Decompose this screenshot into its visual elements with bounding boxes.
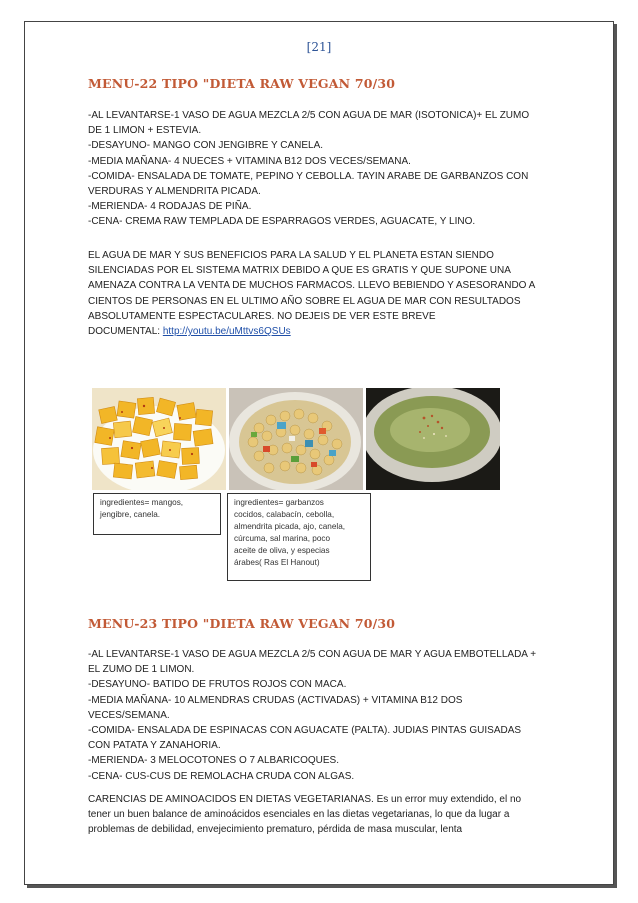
documental-line [88,324,548,339]
garbanzos-photo [229,388,363,490]
caption-line: cúrcuma, sal marina, poco [234,534,331,543]
menu-22-line: -COMIDA- ENSALADA DE TOMATE, PEPINO Y CEBOLLA. TAYIN ARABE DE GARBANZOS CON [88,170,529,182]
carencias-paragraph [88,792,558,838]
menu-23-line: -COMIDA- ENSALADA DE ESPINACAS CON AGUACATE (PALTA). JUDIAS PINTAS GUISADAS [88,725,522,737]
menu-22-line: -MEDIA MAÑANA- 4 NUECES + VITAMINA B12 DOS VECES/SEMANA. [88,155,411,167]
menu-23-line: -MERIENDA- 3 MELOCOTONES O 7 ALBARICOQUES. [88,755,339,767]
menu-23-body [88,647,548,784]
caption-line: ingredientes= mangos, [100,498,184,507]
carencias-line: tener un buen balance de aminoácidos esenciales en las dietas vegetarianas, lo que da lugar a [88,809,510,821]
menu-23-line: VECES/SEMANA. [88,709,170,721]
menu-22-line: VERDURAS Y ALMENDRITA PICADA. [88,186,261,198]
menu-22-heading: MENU-22 TIPO "DIETA RAW VEGAN 70/30 [88,76,396,91]
mango-photo [92,388,226,490]
caption-line: ingredientes= garbanzos [234,498,324,507]
caption-line: jengibre, canela. [100,510,161,519]
menu-23-line: EL ZUMO DE 1 LIMON. [88,664,195,676]
youtube-link[interactable]: http://youtu.be/uMttvs6QSUs [162,326,291,338]
agua-line: CIENTOS DE PERSONAS EN EL ULTIMO AÑO SOBRE EL AGUA DE MAR CON RESULTADOS [88,295,521,307]
caption-line: aceite de oliva, y especias [234,546,330,555]
menu-23-line: -CENA- CUS-CUS DE REMOLACHA CRUDA CON ALGAS. [88,770,355,782]
menu-22-line: DE 1 LIMON + ESTEVIA. [88,125,202,137]
menu-22-line: -CENA- CREMA RAW TEMPLADA DE ESPARRAGOS VERDES, AGUACATE, Y LINO. [88,216,476,228]
agua-de-mar-paragraph [88,248,548,339]
carencias-line: problemas de debilidad, envejecimiento prematuro, pérdida de masa muscular, lenta [88,824,463,836]
menu-22-line: -DESAYUNO- MANGO CON JENGIBRE Y CANELA. [88,140,324,152]
menu-23-heading: MENU-23 TIPO "DIETA RAW VEGAN 70/30 [88,616,396,631]
menu-23-line: -MEDIA MAÑANA- 10 ALMENDRAS CRUDAS (ACTIVADAS) + VITAMINA B12 DOS [88,694,463,706]
caption-line: árabes( Ras El Hanout) [234,558,320,567]
agua-line: AMENAZA CONTRA LA VENTA DE MUCHOS FARMACOS. LLEVO BEBIENDO Y ASESORANDO A [88,280,536,292]
agua-line: SILENCIADAS POR EL SISTEMA MATRIX DEBIDO A QUE ES GRATIS Y QUE SUPONE UNA [88,265,511,277]
menu-22-line: -MERIENDA- 4 RODAJAS DE PIÑA. [88,201,252,213]
caption-line: almendrita picada, ajo, canela, [234,522,346,531]
garbanzos-caption [227,493,371,581]
menu-23-line: -DESAYUNO- BATIDO DE FRUTOS ROJOS CON MACA. [88,679,347,691]
agua-line: ABSOLUTAMENTE ESPECTACULARES. NO DEJEIS DE VER ESTE BREVE [88,310,436,322]
carencias-line: CARENCIAS DE AMINOACIDOS EN DIETAS VEGETARIANAS. Es un error muy extendido, el no [88,794,522,805]
crema-photo [366,388,500,490]
menu-22-body [88,108,548,230]
menu-22-line: -AL LEVANTARSE-1 VASO DE AGUA MEZCLA 2/5 CON AGUA DE MAR (ISOTONICA)+ EL ZUMO [88,110,530,121]
mango-caption [93,493,221,535]
page-number: [21] [306,40,332,54]
menu-23-line: -AL LEVANTARSE-1 VASO DE AGUA MEZCLA 2/5 CON AGUA DE MAR Y AGUA EMBOTELLADA + [88,649,537,660]
documental-label: DOCUMENTAL: [88,326,163,338]
agua-line: EL AGUA DE MAR Y SUS BENEFICIOS PARA LA SALUD Y EL PLANETA ESTAN SIENDO [88,250,494,261]
caption-line: cocidos, calabacín, cebolla, [234,510,335,519]
menu-23-line: CON PATATA Y ZANAHORIA. [88,740,221,752]
